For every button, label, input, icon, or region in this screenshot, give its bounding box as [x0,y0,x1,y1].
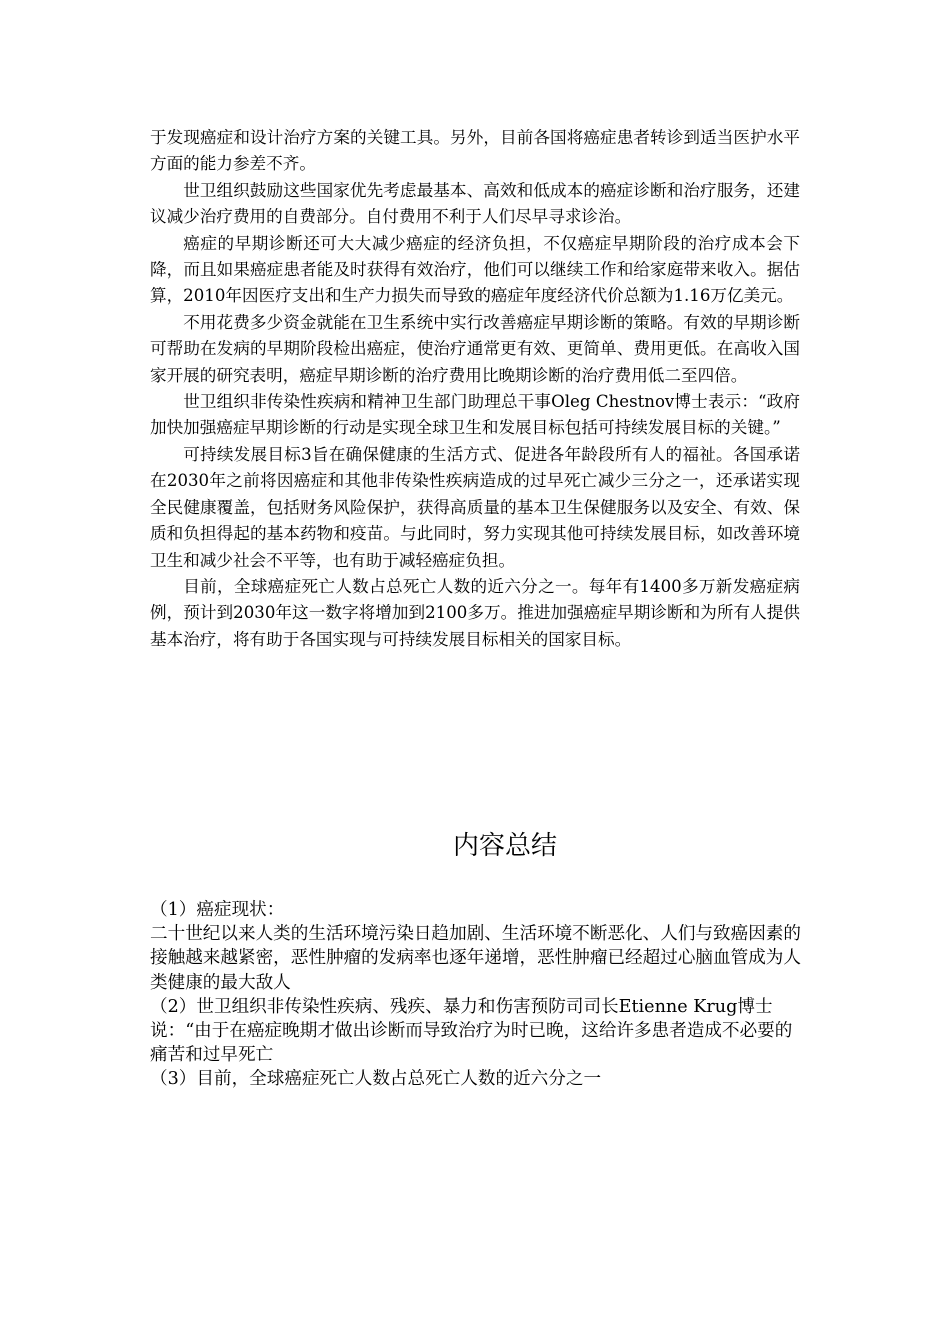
paragraph-7: 目前，全球癌症死亡人数占总死亡人数的近六分之一。每年有1400多万新发癌症病例，预计到2030年这一数字将增加到2100多万。推进加强癌症早期诊断和为所有人提供基本治疗，将有助于各国实现与可持续发展目标相关的国家目标。 [150,576,800,649]
paragraph-3: 癌症的早期诊断还可大大减少癌症的经济负担，不仅癌症早期阶段的治疗成本会下降，而且如果癌症患者能及时获得有效治疗，他们可以继续工作和给家庭带来收入。据估算，2010年因医疗支出和生产力损失而导致的癌症年度经济代价总额为1.16万亿美元。 [150,233,800,306]
paragraph-4: 不用花费多少资金就能在卫生系统中实行改善癌症早期诊断的策略。有效的早期诊断可帮助在发病的早期阶段检出癌症，使治疗通常更有效、更简单、费用更低。在高收入国家开展的研究表明，癌症早期诊断的治疗费用比晚期诊断的治疗费用低二至四倍。 [150,312,800,385]
paragraph-6: 可持续发展目标3旨在确保健康的生活方式、促进各年龄段所有人的福祉。各国承诺在2030年之前将因癌症和其他非传染性疾病造成的过早死亡减少三分之一，还承诺实现全民健康覆盖，包括财务风险保护，获得高质量的基本卫生保健服务以及安全、有效、保质和负担得起的基本药物和疫苗。与此同时，努力实现其他可持续发展目标，如改善环境卫生和减少社会不平等，也有助于减轻癌症负担。 [150,444,800,570]
body-text [150,125,800,653]
paragraph-2: 世卫组织鼓励这些国家优先考虑最基本、高效和低成本的癌症诊断和治疗服务，还建议减少治疗费用的自费部分。自付费用不利于人们尽早寻求诊治。 [150,180,800,227]
summary-item-1-body: 二十世纪以来人类的生活环境污染日趋加剧、生活环境不断恶化、人们与致癌因素的接触越来越紧密，恶性肿瘤的发病率也逐年递增，恶性肿瘤已经超过心脑血管成为人类健康的最大敌人 [150,924,801,993]
summary-item-3: （3）目前，全球癌症死亡人数占总死亡人数的近六分之一 [150,1069,602,1090]
summary-section [150,898,805,1092]
summary-title: 内容总结 [452,831,557,861]
paragraph-5: 世卫组织非传染性疾病和精神卫生部门助理总干事Oleg Chestnov博士表示：“政府加快加强癌症早期诊断的行动是实现全球卫生和发展目标包括可持续发展目标的关键。” [150,392,800,438]
summary-item-1-head: （1）癌症现状： [150,900,285,920]
paragraph-1: 于发现癌症和设计治疗方案的关键工具。另外，目前各国将癌症患者转诊到适当医护水平方面的能力参差不齐。 [150,128,800,174]
summary-item-2: （2）世卫组织非传染性疾病、残疾、暴力和伤害预防司司长Etienne Krug博士说：“由于在癌症晚期才做出诊断而导致治疗为时已晚，这给许多患者造成不必要的痛苦和过早死亡 [150,996,793,1066]
